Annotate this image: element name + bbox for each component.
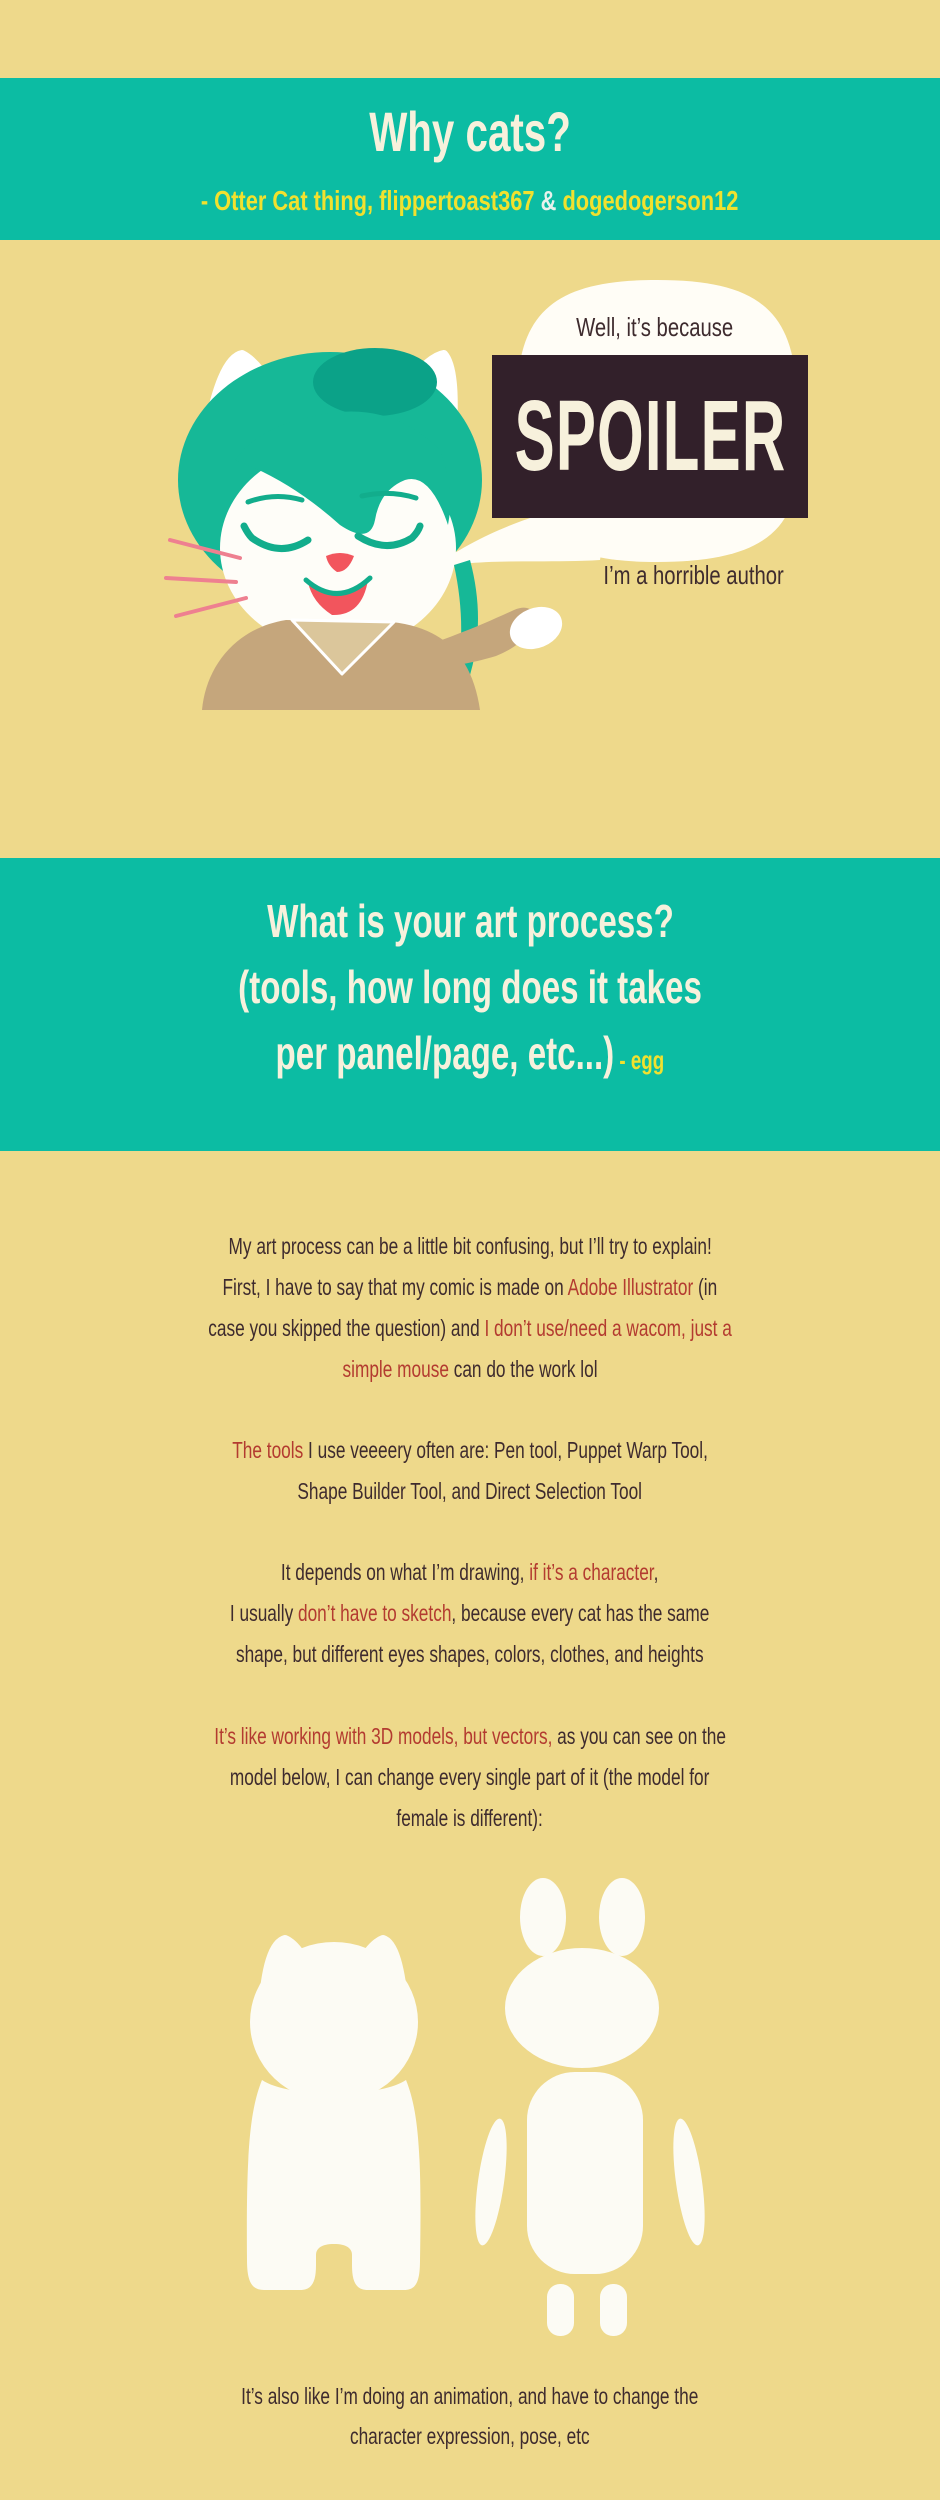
text-line [0, 1471, 940, 1512]
cat-model-assembled [247, 1939, 421, 2290]
question-title [0, 102, 940, 162]
text-segment: Shape Builder Tool, and Direct Selection Tool [297, 1478, 643, 1504]
ampersand: & [540, 185, 557, 216]
bubble-outro-text [544, 560, 844, 591]
text-segment: , because every cat has the same [451, 1600, 710, 1626]
text-segment: as you can see on the [552, 1723, 726, 1749]
model-head [250, 1942, 418, 2102]
text-line [0, 1226, 940, 1267]
model-part-leg-left [547, 2284, 574, 2336]
answer-paragraph-4 [0, 1716, 940, 1839]
asker-egg [614, 1045, 664, 1075]
answer-paragraph-2 [0, 1430, 940, 1512]
model-part-head [505, 1948, 659, 2068]
cat-author-illustration [140, 330, 580, 710]
text-line [0, 1430, 940, 1471]
text-segment: can do the work lol [448, 1356, 598, 1382]
text-line [0, 1308, 940, 1349]
text-segment: model below, I can change every single part of it (the model for [230, 1764, 710, 1790]
cat-hair-crown [313, 348, 437, 416]
question-line-3-main: per panel/page, etc...) [275, 1027, 615, 1079]
text-segment: It’s also like I’m doing an animation, and have to change the [241, 2383, 699, 2409]
text-segment: female is different): [396, 1805, 544, 1831]
text-segment: case you skipped the question) and [208, 1315, 485, 1341]
spoiler-label: SPOILER [514, 380, 786, 492]
highlight-segment: I don’t use/need a wacom, just a [484, 1315, 732, 1341]
text-segment: My art process can be a little bit confusing, but I’ll try to explain! [228, 1233, 712, 1259]
model-part-leg-right [600, 2284, 627, 2336]
question-line-2 [0, 954, 940, 1020]
askers-credit [0, 184, 940, 218]
text-segment: I use veeeery often are: Pen tool, Puppet Warp Tool, [303, 1437, 708, 1463]
highlight-segment: It’s like working with 3D models, but vectors, [214, 1723, 553, 1749]
asker-egg-text: - egg [619, 1045, 665, 1075]
cat-model-silhouettes [0, 1840, 940, 2340]
bubble-outro-label: I’m a horrible author [603, 560, 785, 590]
text-line [0, 1349, 940, 1390]
model-part-ear-left [520, 1878, 566, 1956]
answer-paragraph-footer [0, 2376, 940, 2456]
model-body [247, 2080, 421, 2290]
text-segment: It depends on what I’m drawing, [281, 1559, 530, 1585]
question-line-1-text: What is your art process? [266, 895, 674, 947]
highlight-segment: if it’s a character [529, 1559, 654, 1585]
text-segment: , [653, 1559, 659, 1585]
text-line [0, 2376, 940, 2416]
text-line [0, 1552, 940, 1593]
text-segment: I usually [230, 1600, 299, 1626]
askers-names-2: dogedogerson12 [556, 185, 739, 216]
question-banner-art-process [0, 858, 940, 1151]
question-line-3 [0, 1020, 940, 1093]
highlight-segment: Adobe Illustrator [567, 1274, 694, 1300]
question-line-1 [0, 888, 940, 954]
answer-paragraph-3 [0, 1552, 940, 1675]
model-part-arm-right [667, 2117, 711, 2247]
askers-names: - Otter Cat thing, flippertoast367 [201, 185, 541, 216]
answer-paragraph-1 [0, 1226, 940, 1390]
highlight-segment: don’t have to sketch [298, 1600, 452, 1626]
text-line [0, 1267, 940, 1308]
model-part-ear-right [599, 1878, 645, 1956]
text-line [0, 1634, 940, 1675]
highlight-segment: simple mouse [342, 1356, 449, 1382]
question-line-2-text: (tools, how long does it takes [238, 961, 702, 1013]
cat-paw [503, 599, 568, 656]
model-part-body [527, 2072, 643, 2274]
text-segment: (in [693, 1274, 718, 1300]
askers-credit-line [201, 184, 739, 218]
text-line [0, 1757, 940, 1798]
text-segment: First, I have to say that my comic is made on [222, 1274, 568, 1300]
question-line-3-text [276, 1020, 665, 1093]
text-line [0, 2416, 940, 2456]
bubble-intro-label: Well, it’s because [576, 312, 734, 342]
model-part-arm-left [469, 2117, 513, 2247]
cat-model-exploded [469, 1878, 711, 2336]
question-banner-why-cats [0, 78, 940, 240]
text-line [0, 1798, 940, 1839]
text-segment: shape, but different eyes shapes, colors, clothes, and heights [236, 1641, 704, 1667]
text-line [0, 1716, 940, 1757]
highlight-segment: The tools [232, 1437, 304, 1463]
text-segment: character expression, pose, etc [350, 2423, 590, 2449]
text-line [0, 1593, 940, 1634]
question-title-text: Why cats? [369, 100, 571, 163]
